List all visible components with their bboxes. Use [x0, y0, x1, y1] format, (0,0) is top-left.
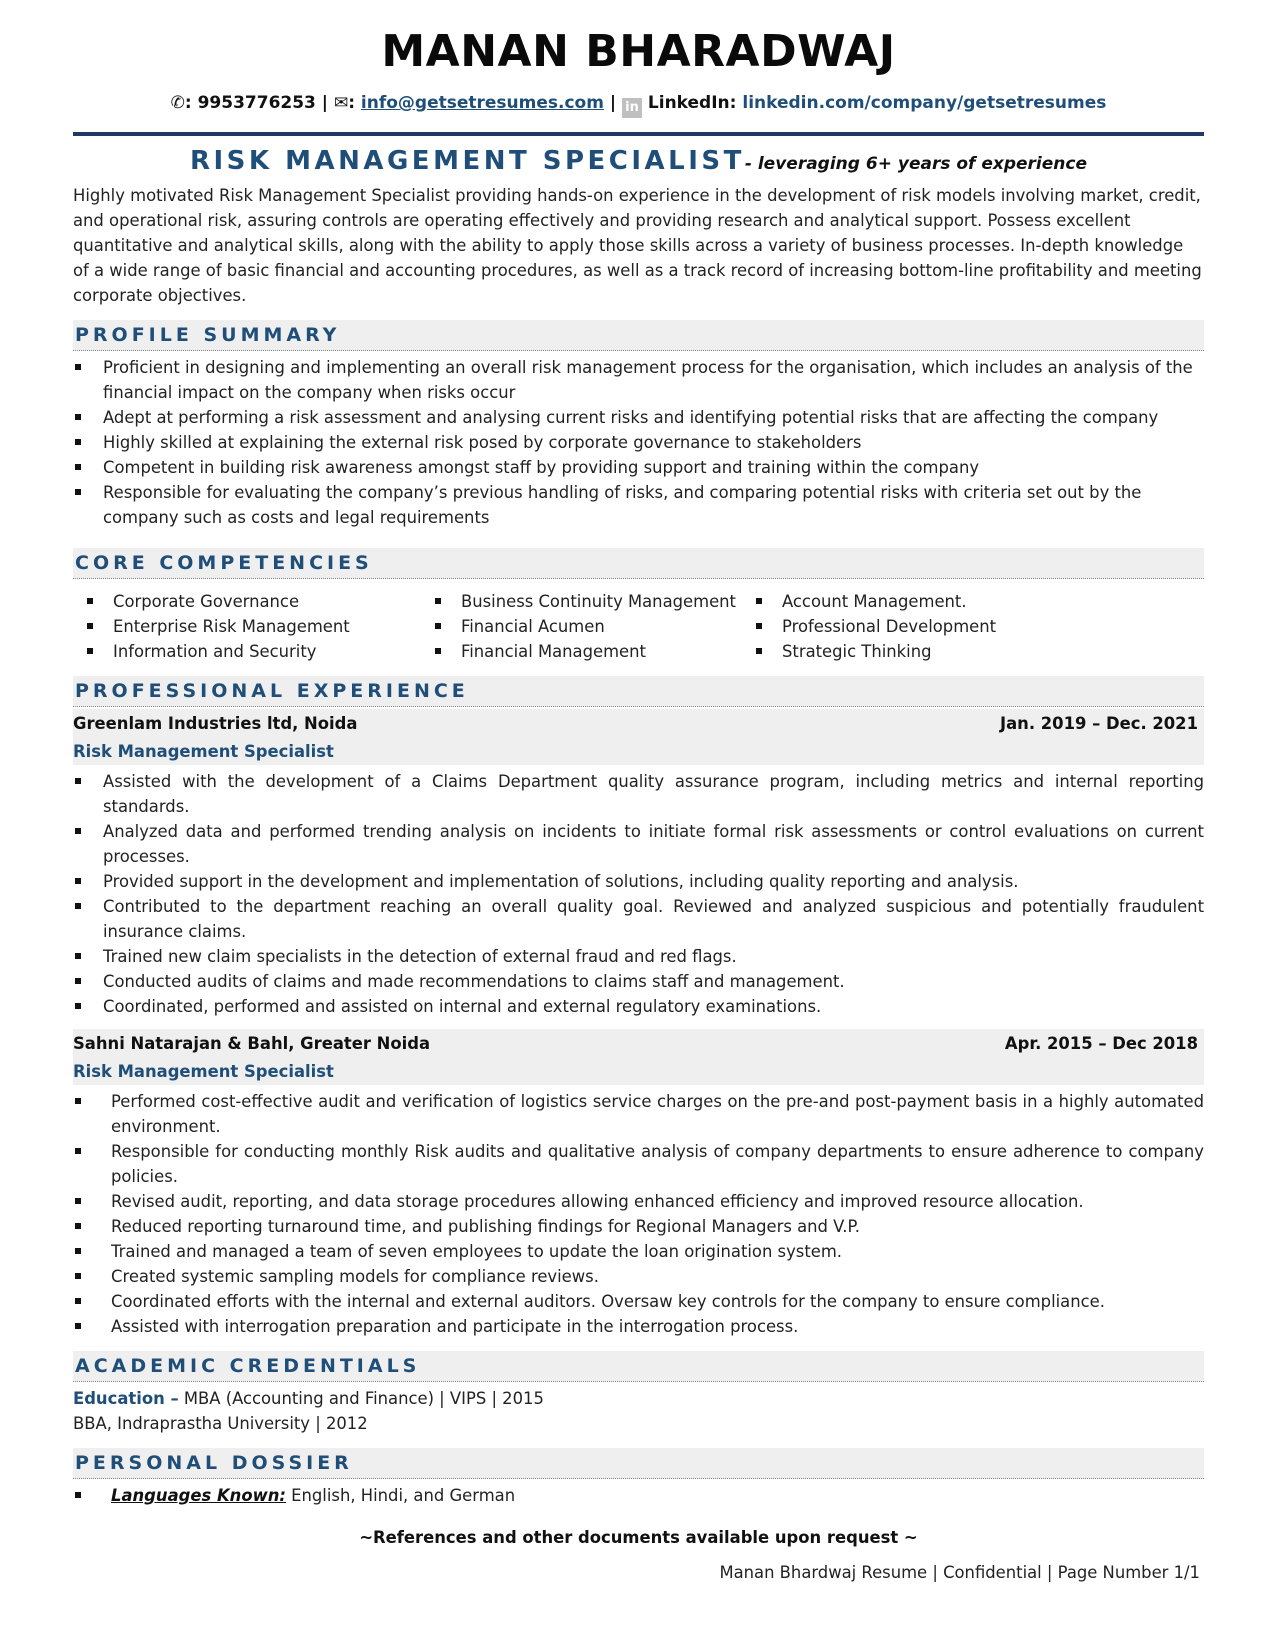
resume-page [73, 0, 1204, 1582]
list-item: Assisted with interrogation preparation and participate in the interrogation process. [73, 1314, 1204, 1339]
bullet-icon [75, 1273, 81, 1279]
job-dates: Jan. 2019 – Dec. 2021 [1000, 713, 1198, 733]
bullet-icon [75, 978, 81, 984]
bullet-icon [75, 464, 81, 470]
bullet-icon [75, 878, 81, 884]
list-item: Assisted with the development of a Claims Department quality assurance program, including metrics and internal reporting standards. [73, 769, 1204, 819]
resume-title: RISK MANAGEMENT SPECIALIST- leveraging 6+ years of experience [189, 146, 1088, 176]
bullet-icon [75, 1298, 81, 1304]
phone-icon: ✆ [170, 93, 185, 113]
bullet-icon [75, 1003, 81, 1009]
job-role: Risk Management Specialist [73, 737, 1204, 765]
list-item: Adept at performing a risk assessment and analysing current risks and identifying potential risks that are affecting the company [73, 405, 1204, 430]
bullet-icon [87, 623, 93, 629]
phone-number: 9953776253 [197, 93, 316, 113]
list-item: Proficient in designing and implementing an overall risk management process for the organisation, which includes an analysis of the financial impact on the company when risks occur [73, 355, 1204, 405]
list-item: Revised audit, reporting, and data storage procedures allowing enhanced efficiency and improved resource allocation. [73, 1189, 1204, 1214]
languages-label: Languages Known: [111, 1486, 286, 1505]
job-header [73, 1029, 1204, 1057]
list-item: Created systemic sampling models for compliance reviews. [73, 1264, 1204, 1289]
email-icon: ✉ [333, 93, 349, 113]
bullet-icon [435, 598, 441, 604]
list-item: Trained and managed a team of seven employees to update the loan origination system. [73, 1239, 1204, 1264]
job-title: RISK MANAGEMENT SPECIALIST [189, 146, 745, 176]
bullet-icon [435, 648, 441, 654]
list-item: Business Continuity Management [421, 589, 742, 614]
competencies-column [421, 589, 742, 664]
bullet-icon [75, 1098, 81, 1104]
list-item: Performed cost-effective audit and verification of logistics service charges on the pre-and post-payment basis in a highly automated environment. [73, 1089, 1204, 1139]
section-heading: PROFILE SUMMARY [75, 324, 341, 346]
section-heading: CORE COMPETENCIES [75, 552, 373, 574]
bullet-icon [756, 648, 762, 654]
section-academic-credentials [73, 1351, 1204, 1382]
bullet-icon [87, 598, 93, 604]
job-dates: Apr. 2015 – Dec 2018 [1004, 1033, 1198, 1053]
linkedin-label: LinkedIn: [647, 93, 737, 113]
profile-summary-list [73, 355, 1204, 530]
bullet-icon [75, 1223, 81, 1229]
summary-paragraph: Highly motivated Risk Management Specialist providing hands-on experience in the development of risk models involving market, credit, and operational risk, assuring controls are operating effectively and providing research and analytical support. Possess excellent quantitative and analytical skills, along with the ability to apply those skills across a variety of business processes. In-depth knowledge of a wide range of basic financial and accounting procedures, as well as a track record of increasing bottom-line profitability and meeting corporate objectives. [73, 186, 1202, 305]
job-role: Risk Management Specialist [73, 1057, 1204, 1085]
bullet-icon [75, 778, 81, 784]
list-item: Highly skilled at explaining the external risk posed by corporate governance to stakeholders [73, 430, 1204, 455]
bullet-icon [87, 648, 93, 654]
page-footer: Manan Bhardwaj Resume | Confidential | Page Number 1/1 [719, 1563, 1200, 1582]
list-item: Coordinated efforts with the internal and external auditors. Oversaw key controls for the company to ensure compliance. [73, 1289, 1204, 1314]
competencies-grid [73, 589, 1204, 664]
list-item: Responsible for evaluating the company’s previous handling of risks, and comparing potential risks with criteria set out by the company such as costs and legal requirements [73, 480, 1204, 530]
list-item: Account Management. [742, 589, 1042, 614]
bullet-icon [75, 828, 81, 834]
bullet-icon [75, 414, 81, 420]
list-item: Enterprise Risk Management [73, 614, 421, 639]
bullet-icon [75, 903, 81, 909]
list-item: Contributed to the department reaching an overall quality goal. Reviewed and analyzed suspicious and potentially fraudulent insurance claims. [73, 894, 1204, 944]
list-item: Analyzed data and performed trending analysis on incidents to initiate formal risk assessments or control evaluations on current processes. [73, 819, 1204, 869]
section-personal-dossier [73, 1448, 1204, 1479]
bullet-icon [75, 1248, 81, 1254]
section-professional-experience [73, 676, 1204, 707]
languages-value: English, Hindi, and German [285, 1486, 516, 1505]
dossier-list [73, 1483, 1204, 1508]
section-core-competencies [73, 548, 1204, 579]
list-item: Corporate Governance [73, 589, 421, 614]
list-item: Competent in building risk awareness amongst staff by providing support and training within the company [73, 455, 1204, 480]
list-item: Conducted audits of claims and made recommendations to claims staff and management. [73, 969, 1204, 994]
competencies-column [73, 589, 421, 664]
contact-line: ✆: 9953776253 | ✉: info@getsetresumes.com | in LinkedIn: linkedin.com/company/getsetresumes [73, 92, 1204, 118]
competencies-column [742, 589, 1042, 664]
section-heading: ACADEMIC CREDENTIALS [75, 1355, 421, 1377]
list-item: Professional Development [742, 614, 1042, 639]
section-profile-summary [73, 320, 1204, 351]
bullet-icon [756, 598, 762, 604]
job-duties-list [73, 1089, 1204, 1339]
bullet-icon [75, 1492, 81, 1498]
company-name: Sahni Natarajan & Bahl, Greater Noida [73, 1033, 431, 1053]
list-item: Information and Security [73, 639, 421, 664]
education-line: BBA, Indraprastha University | 2012 [73, 1414, 368, 1433]
list-item: Financial Management [421, 639, 742, 664]
list-item: Coordinated, performed and assisted on internal and external regulatory examinations. [73, 994, 1204, 1019]
bullet-icon [75, 439, 81, 445]
bullet-icon [75, 1148, 81, 1154]
bullet-icon [75, 953, 81, 959]
experience-tagline: leveraging 6+ years of experience [757, 154, 1088, 174]
bullet-icon [75, 1198, 81, 1204]
email-link[interactable]: info@getsetresumes.com [360, 93, 604, 113]
list-item: Responsible for conducting monthly Risk audits and qualitative analysis of company departments to ensure adherence to company policies. [73, 1139, 1204, 1189]
bullet-icon [435, 623, 441, 629]
bullet-icon [756, 623, 762, 629]
job-header [73, 709, 1204, 737]
references-note: ~References and other documents available upon request ~ [359, 1528, 918, 1547]
section-heading: PROFESSIONAL EXPERIENCE [75, 680, 469, 702]
section-heading: PERSONAL DOSSIER [75, 1452, 353, 1474]
list-item: Financial Acumen [421, 614, 742, 639]
list-item: Trained new claim specialists in the detection of external fraud and red flags. [73, 944, 1204, 969]
bullet-icon [75, 364, 81, 370]
header-divider [73, 132, 1204, 136]
list-item: Strategic Thinking [742, 639, 1042, 664]
education-line: Education – MBA (Accounting and Finance) | VIPS | 2015 [73, 1389, 544, 1408]
bullet-icon [75, 489, 81, 495]
candidate-name: MANAN BHARADWAJ [381, 26, 896, 77]
list-item: Provided support in the development and implementation of solutions, including quality reporting and analysis. [73, 869, 1204, 894]
education-label: Education – [73, 1389, 179, 1408]
company-name: Greenlam Industries ltd, Noida [73, 713, 358, 733]
linkedin-icon: in [622, 98, 642, 118]
list-item [73, 1483, 1204, 1508]
job-duties-list [73, 769, 1204, 1019]
list-item: Reduced reporting turnaround time, and publishing findings for Regional Managers and V.P. [73, 1214, 1204, 1239]
linkedin-link[interactable]: linkedin.com/company/getsetresumes [742, 93, 1107, 113]
bullet-icon [75, 1323, 81, 1329]
education-block [73, 1386, 1204, 1436]
